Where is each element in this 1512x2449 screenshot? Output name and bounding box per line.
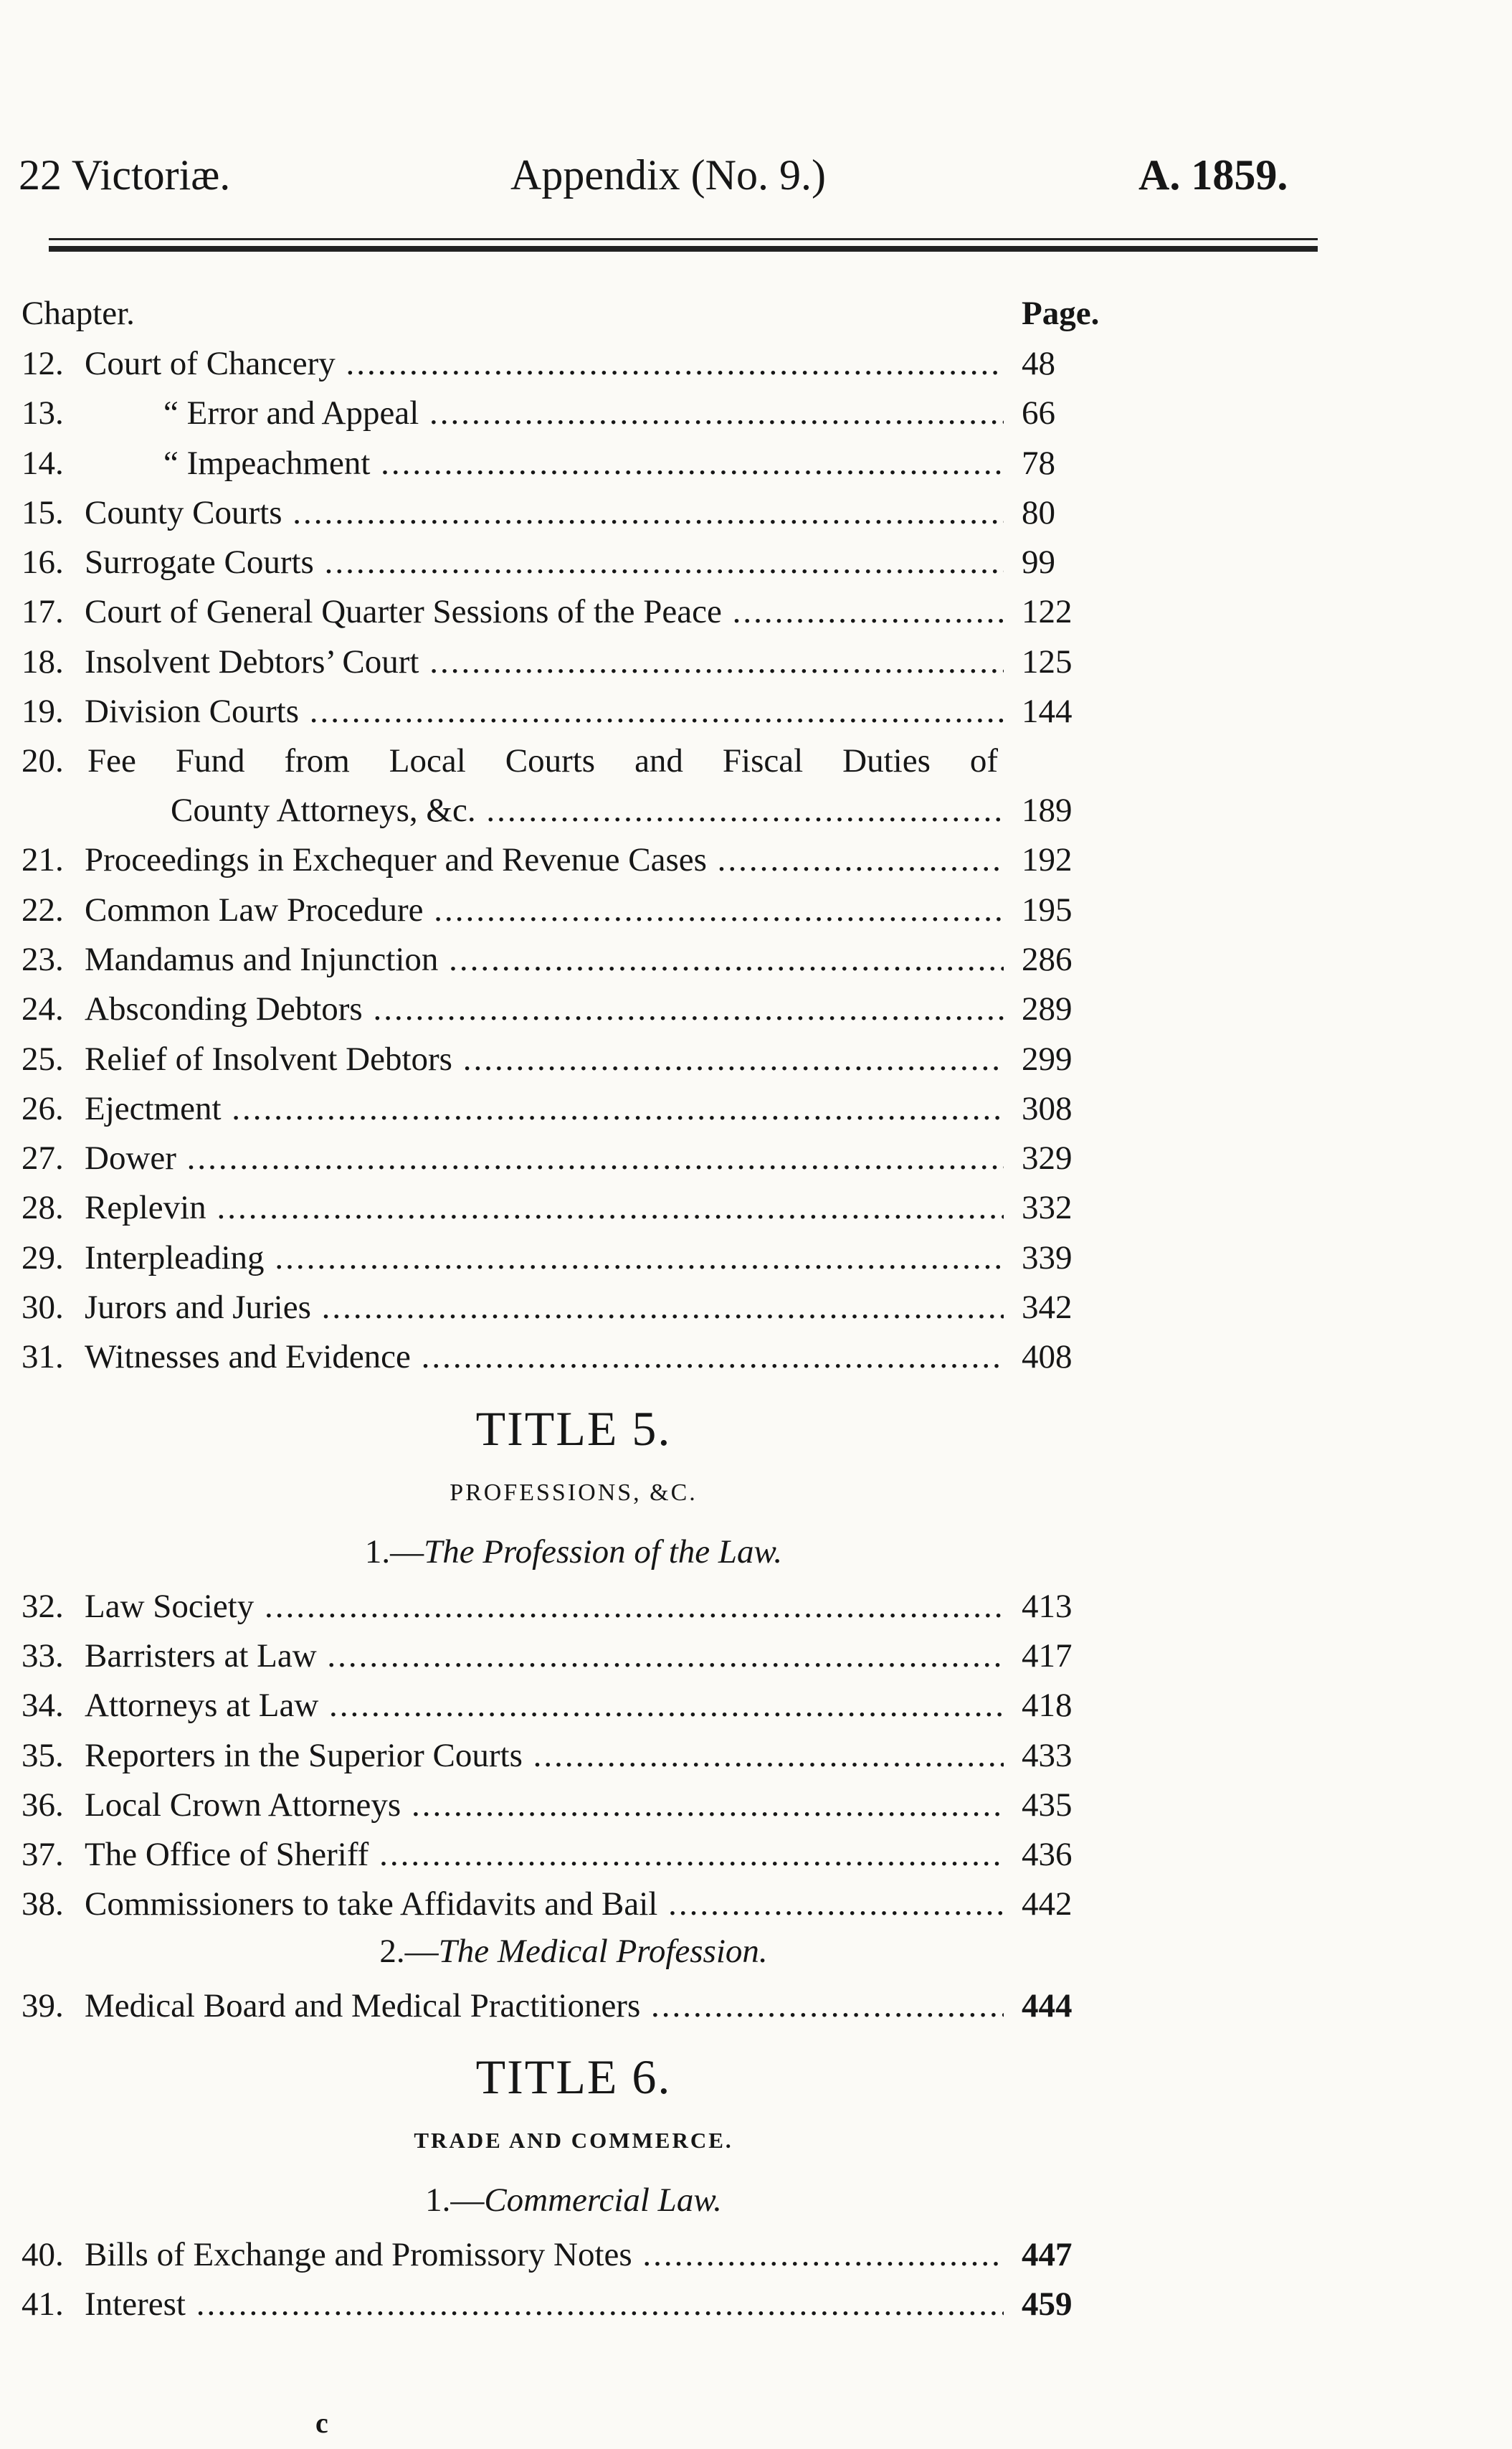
entry-number: 25. [22,1040,64,1078]
entry-title: Ejectment ..... [85,1089,1004,1128]
entry-page: 459 [1022,2285,1073,2324]
entry-number: 41. [22,2285,64,2324]
entry-number: 40. [22,2236,64,2274]
entry-page: 125 [1022,643,1073,681]
entry-page: 447 [1022,2236,1073,2274]
entry-title: Court of Chancery ..... [85,344,1004,383]
running-head-center: Appendix (No. 9.) [510,151,826,199]
entry-number: 26. [22,1089,64,1127]
running-head-left: 22 Victoriæ. [19,151,231,199]
title6-entries1 [0,2228,1147,2328]
entry-page: 408 [1022,1338,1073,1376]
entry-number: 38. [22,1885,64,1923]
entry-page: 444 [1022,1986,1073,2024]
entry-number: 29. [22,1238,64,1276]
chapter-column-header: Chapter. [22,295,135,332]
title5-subheading: PROFESSIONS, &C. [450,1479,698,1506]
entry-title: Bills of Exchange and Promissory Notes ..... [85,2235,1004,2274]
entry-number: 17. [22,593,64,631]
title5-entries2 [0,1979,1147,2029]
entry-number: 34. [22,1687,64,1725]
entry-number: 23. [22,940,64,978]
entry-title-line1: Fee Fund from Local Courts and Fiscal Duties of [87,742,998,780]
toc-entry [0,685,1147,734]
header-rule-thick [49,246,1318,252]
section-heading-text: 2.—The Medical Profession. [379,1932,768,1970]
entry-page: 99 [1022,544,1055,582]
toc-entry [0,1729,1147,1778]
entry-title: Jurors and Juries ..... [85,1288,1004,1327]
toc-entry [0,1828,1147,1877]
entry-title: Barristers at Law ..... [85,1636,1004,1675]
entry-title: Reporters in the Superior Courts ..... [85,1736,1004,1775]
entry-number: 24. [22,990,64,1028]
toc-entry [0,387,1147,436]
entry-title: Law Society ..... [85,1587,1004,1626]
toc-entry [0,1877,1147,1927]
toc-entry [0,1281,1147,1330]
entry-title: Interest ..... [85,2285,1004,2324]
toc-entry [0,833,1147,883]
entry-page: 122 [1022,593,1073,631]
toc-entry [0,1580,1147,1629]
entry-title: Division Courts ..... [85,692,1004,731]
toc-entry [0,635,1147,685]
entry-title-line2: County Attorneys, &c. ..... [171,791,1004,830]
entry-title: Absconding Debtors ..... [85,990,1004,1028]
entry-title: Common Law Procedure ..... [85,891,1004,929]
entry-number: 31. [22,1338,64,1376]
entries-part1 [0,337,1147,734]
entry-page: 299 [1022,1040,1073,1078]
entry-page: 80 [1022,493,1055,531]
entry-title: “ Impeachment ..... [85,444,1004,483]
toc-entry [0,1082,1147,1132]
entry-page: 308 [1022,1089,1073,1127]
entry-number: 16. [22,544,64,582]
toc-entry [0,933,1147,982]
entry-page: 48 [1022,345,1055,382]
entry-title: Replevin ..... [85,1188,1004,1227]
entry-page: 144 [1022,693,1073,731]
entry-page: 435 [1022,1786,1073,1824]
title5-section2-heading [0,1928,1147,1979]
title6-subheading: TRADE AND COMMERCE. [414,2128,733,2154]
entry-number: 27. [22,1140,64,1178]
header-rule-thin [49,238,1318,240]
entry-title: Commissioners to take Affidavits and Bail ..... [85,1885,1004,1923]
title5-heading: TITLE 5. [475,1401,672,1456]
toc-entry [0,585,1147,635]
toc-entry [0,734,1147,833]
entry-number: 33. [22,1636,64,1674]
entry-title: Medical Board and Medical Practitioners ..... [85,1986,1004,2025]
toc-entry [0,1181,1147,1231]
entry-number: 32. [22,1587,64,1625]
entry-number: 15. [22,493,64,531]
toc-entry [0,982,1147,1032]
toc-entry [0,1778,1147,1828]
toc-entry [0,1330,1147,1380]
entry-page: 189 [1022,792,1073,830]
entry-title: Insolvent Debtors’ Court ..... [85,643,1004,681]
toc-entry [0,437,1147,486]
title6-heading: TITLE 6. [475,2050,672,2105]
entry-title: The Office of Sheriff ..... [85,1835,1004,1874]
entry-page: 289 [1022,990,1073,1028]
entry-title: Attorneys at Law ..... [85,1686,1004,1725]
entry-title: Surrogate Courts ..... [85,543,1004,582]
entry-page: 78 [1022,444,1055,482]
entry-number: 20. [22,742,64,780]
page-column-header: Page. [1022,295,1100,332]
title5-section1-heading [0,1528,1147,1580]
toc-entry [0,2278,1147,2327]
entry-number: 13. [22,394,64,432]
title6-section1-heading [0,2176,1147,2228]
entry-page: 418 [1022,1687,1073,1725]
title5-entries1 [0,1580,1147,1928]
entry-page: 413 [1022,1587,1073,1625]
entry-title: Dower ..... [85,1139,1004,1178]
entry-page: 329 [1022,1140,1073,1178]
entry-number: 22. [22,891,64,929]
entries-part2 [0,833,1147,1380]
entry-page: 339 [1022,1238,1073,1276]
entry-title: Witnesses and Evidence ..... [85,1337,1004,1376]
entry-number: 28. [22,1189,64,1227]
entry-page: 195 [1022,891,1073,929]
section-heading-text: 1.—The Profession of the Law. [364,1533,783,1571]
toc-entry [0,1033,1147,1082]
entry-page: 436 [1022,1836,1073,1874]
table-of-contents [0,287,1147,2328]
entry-page: 192 [1022,841,1073,879]
entry-number: 39. [22,1986,64,2024]
running-head-right: A. 1859. [1138,151,1288,199]
entry-title: Relief of Insolvent Debtors ..... [85,1040,1004,1079]
toc-entry [0,1132,1147,1181]
column-header-row [0,287,1147,337]
toc-entry [0,1231,1147,1281]
entry-number: 12. [22,345,64,382]
entry-title: Proceedings in Exchequer and Revenue Cases ..... [85,840,1004,879]
entry-page: 433 [1022,1736,1073,1774]
toc-entry [0,1979,1147,2029]
entry-number: 30. [22,1289,64,1327]
entry-number: 36. [22,1786,64,1824]
toc-entry [0,536,1147,585]
entry-page: 332 [1022,1189,1073,1227]
running-head [0,136,1512,201]
toc-entry [0,1679,1147,1728]
entry-title: County Courts ..... [85,493,1004,532]
entry-page: 417 [1022,1636,1073,1674]
signature-mark: c [315,2407,328,2439]
entry-number: 35. [22,1736,64,1774]
entry-page: 66 [1022,394,1055,432]
section-heading-text: 1.—Commercial Law. [425,2182,722,2220]
entry-number: 18. [22,643,64,681]
entry-title: Court of General Quarter Sessions of the Peace ..... [85,592,1004,631]
entry-title: Interpleading ..... [85,1238,1004,1277]
entry-number: 37. [22,1836,64,1874]
toc-entry [0,486,1147,536]
toc-entry [0,337,1147,387]
entry-number: 19. [22,693,64,731]
toc-entry [0,1629,1147,1679]
entry-number: 21. [22,841,64,879]
entry-title: Local Crown Attorneys ..... [85,1786,1004,1824]
entry-page: 342 [1022,1289,1073,1327]
entry-title: “ Error and Appeal ..... [85,394,1004,432]
entry-number: 14. [22,444,64,482]
toc-entry [0,2228,1147,2278]
entry-title: Mandamus and Injunction ..... [85,940,1004,979]
toc-entry [0,884,1147,933]
entry-page: 286 [1022,940,1073,978]
entry-page: 442 [1022,1885,1073,1923]
